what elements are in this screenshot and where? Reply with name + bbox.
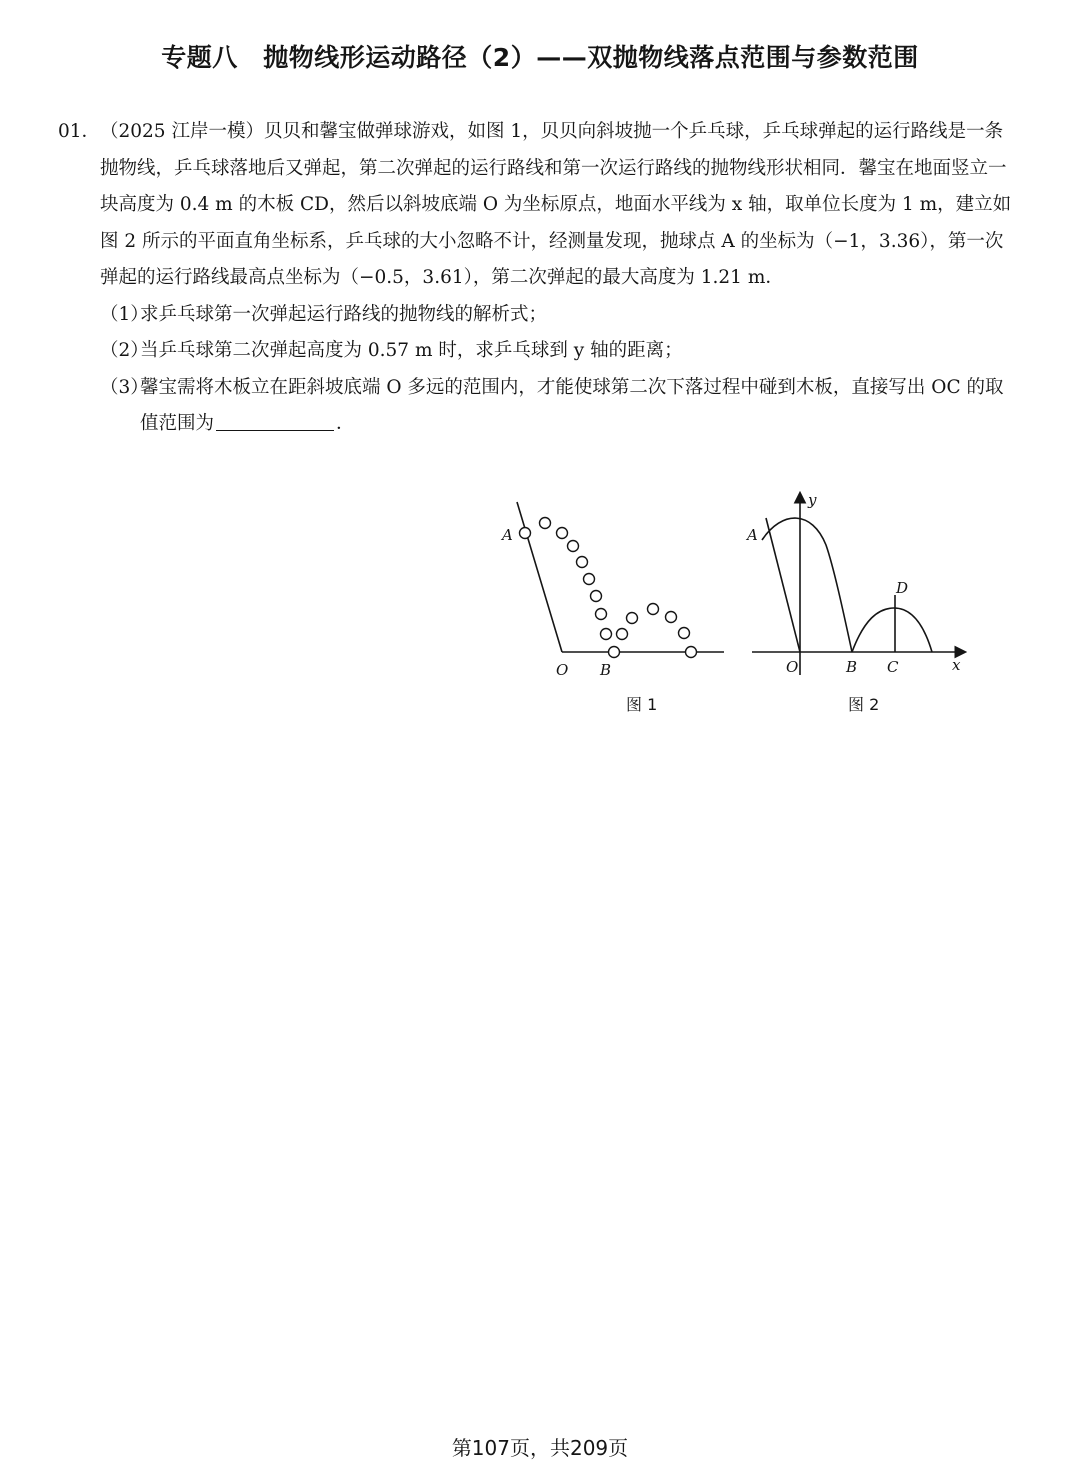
- label-B: B: [846, 658, 858, 676]
- sub-question-number: （3）: [100, 376, 149, 398]
- ball-marker: [666, 612, 677, 623]
- ball-marker: [648, 604, 659, 615]
- ball-marker: [601, 629, 612, 640]
- label-A: A: [747, 526, 758, 544]
- ball-marker: [591, 591, 602, 602]
- sub-question-1: [100, 297, 1016, 334]
- sub-question-2: [100, 333, 1016, 370]
- figure-2-caption: 图 2: [848, 695, 880, 714]
- ball-marker: [627, 613, 638, 624]
- problem-block: [58, 114, 1016, 443]
- ball-marker: [577, 557, 588, 568]
- label-O: O: [786, 658, 799, 676]
- figure-2-diagram: [747, 490, 982, 680]
- label-C: C: [887, 658, 899, 676]
- figure-1-diagram: [490, 490, 740, 680]
- label-A: A: [502, 526, 513, 544]
- label-x: x: [952, 656, 961, 674]
- problem-stem-text: （2025 江岸一模）贝贝和馨宝做弹球游戏，如图 1，贝贝向斜坡抛一个乒乓球，乒乓球弹起的运行路线是一条抛物线，乒乓球落地后又弹起，第二次弹起的运行路线和第一次运行路线的抛物线形状相同．馨宝在地面竖立一块高度为 0.4 m 的木板 CD，然后以斜坡底端 O 为坐标原点，地面水平线为 x 轴，取单位长度为 1 m，建立如图 2 所示的平面直角坐标系，乒乓球的大小忽略不计，经测量发现，抛球点 A 的坐标为（−1，3.36），第一次弹起的运行路线最高点坐标为（−0.5，3.61），第二次弹起的最大高度为 1.21 m．: [100, 121, 1012, 288]
- sub-question-number: （1）: [100, 303, 149, 325]
- problem-stem: [58, 114, 1016, 297]
- label-B: B: [600, 661, 612, 679]
- ball-marker: [596, 609, 607, 620]
- ball-marker: [679, 628, 690, 639]
- page-title: 专题八 抛物线形运动路径（2）——双抛物线落点范围与参数范围: [161, 43, 919, 72]
- sub-question-3: [100, 370, 1016, 443]
- ball-marker: [584, 574, 595, 585]
- problem-number: 01．: [58, 121, 101, 142]
- sub-question-end: ．: [336, 413, 355, 434]
- slope-line: [766, 518, 800, 652]
- sub-question-text: 当乒乓球第二次弹起高度为 0.57 m 时，求乒乓球到 y 轴的距离；: [140, 340, 683, 361]
- ball-marker: [609, 647, 620, 658]
- first-parabola: [762, 518, 852, 652]
- page-number: 第107页，共209页: [451, 1436, 629, 1460]
- sub-question-number: （2）: [100, 340, 149, 361]
- sub-question-text: 求乒乓球第一次弹起运行路线的抛物线的解析式；: [140, 303, 548, 325]
- figures: [490, 490, 990, 720]
- ball-marker: [520, 528, 531, 539]
- figure-1-caption: 图 1: [626, 695, 658, 714]
- label-y: y: [808, 491, 817, 509]
- ball-marker: [540, 518, 551, 529]
- ball-marker: [617, 629, 628, 640]
- ball-marker: [686, 647, 697, 658]
- ball-marker: [568, 541, 579, 552]
- label-O: O: [556, 661, 569, 679]
- sub-question-text-wrap: [140, 370, 1016, 443]
- ball-marker: [557, 528, 568, 539]
- answer-blank[interactable]: [216, 408, 334, 431]
- second-parabola: [852, 608, 932, 652]
- label-D: D: [896, 579, 909, 597]
- sub-question-text: 馨宝需将木板立在距斜坡底端 O 多远的范围内，才能使球第二次下落过程中碰到木板，直接写出 OC 的取值范围为: [140, 376, 1004, 434]
